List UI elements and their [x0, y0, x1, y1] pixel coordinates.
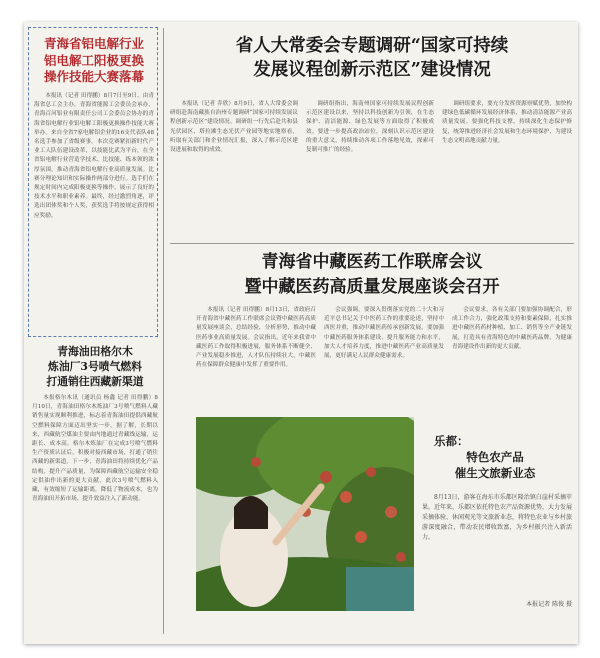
npc-headline	[170, 34, 574, 82]
aluminium-body: 本报讯（记者 田得鹏）8月7日至9日，由青海省总工会主办，青海省能源工会委员会承办，青海百河铝业有限责任公司工会委员会协办的青海省铝电解行业铝电解工阳极更换操作技能大赛举办。来自全省7家电解铝企业的16支代表队48名选手参加了省级赛事。本次竞赛紧扣新时代产业工人队伍建设改革，以技能比武为平台，在全省铝电解行业营造学技术、比技能、练本领的浓厚氛围，推动青海省铝电解行业高质量发展。比赛分理论知识和实际操作两部分进行。选手们在规定时间内完成阳极更换等操作，展示了良好的技术水平和职业素养。最终，经过激烈角逐，评选出团体奖和个人奖，获奖选手将按规定获得相应奖励。	[34, 93, 154, 219]
npc-body-col2: 调研组指出，海南州国家可持续发展议程创新示范区建设以来，坚持以科技创新为引领，在生态保护、清洁能源、绿色发展等方面取得了积极成效。要进一步提高政治站位，深刻认识示范区建设的重大意义，持续推动各项工作落地见效，探索可复制可推广的经验。	[306, 101, 434, 154]
oilfield-headline	[32, 344, 158, 389]
aluminium-headline-line2: 铝电解工阳极更换	[43, 52, 144, 68]
tcm-body-col2: 会议强调，要深入贯彻落实党的二十大和习近平总书记关于中医药工作的重要论述，坚持中西医并重，推动中藏医药传承创新发展。要加强中藏医药服务体系建设，提升服务能力和水平，加大人才培养力度，推进中藏医药产业高质量发展，更好满足人民群众健康需求。	[324, 307, 444, 360]
feature-box	[416, 417, 574, 617]
aluminium-headline-line1: 青海省铝电解行业	[43, 36, 144, 51]
section-divider	[170, 243, 574, 244]
feature-headline-line3: 催生文旅新业态	[454, 466, 536, 480]
photo-illustration	[196, 417, 414, 611]
feature-headline-line2: 特色农产品	[466, 450, 524, 464]
oilfield-headline-line1: 青海油田格尔木	[57, 345, 133, 358]
npc-headline-line2: 发展议程创新示范区”建设情况	[253, 60, 491, 80]
tcm-body-col3: 会议要求，各有关部门要加强协调配合，形成工作合力，强化政策支持和要素保障，扎实推进中藏医药药材种植、加工、销售等全产业链发展，打造具有青海特色的中藏医药品牌，为健康青海建设作出新的更大贡献。	[452, 307, 572, 350]
feature-headline-line1: 乐都：	[434, 434, 469, 448]
aluminium-headline-line3: 操作技能大赛落幕	[43, 69, 144, 84]
npc-headline-line1: 省人大常委会专题调研“国家可持续	[235, 36, 509, 56]
npc-body-col3: 调研组要求，要充分发挥资源禀赋优势，加快构建绿色低碳循环发展经济体系，推动清洁能源产业高质量发展。要强化科技支撑，持续深化生态保护修复，统筹推进经济社会发展和生态环境保护，为建设生态文明高地贡献力量。	[442, 101, 572, 144]
photo-credit: 本报记者 陈俊 摄	[526, 601, 572, 608]
aluminium-headline	[34, 36, 154, 86]
oilfield-headline-line2: 炼油厂3号喷气燃料	[48, 360, 142, 373]
feature-headline	[416, 433, 574, 481]
newspaper-page	[24, 22, 578, 644]
tcm-headline	[170, 250, 574, 300]
npc-body-col1: 本报讯（记者 乔欣）8月9日，省人大常委会调研组赴海南藏族自治州专题调研“国家可持续发展议程创新示范区”建设情况。调研组一行先后赴共和县光伏园区、塔拉滩生态光伏产业园等地实地察看，听取有关部门和企业情况汇报，深入了解示范区建设进展和取得的成效。	[170, 101, 298, 154]
tcm-headline-line1: 青海省中藏医药工作联席会议	[261, 252, 483, 272]
tcm-body-col1: 本报讯（记者 田得鹏）8月13日，省政府召开青海省中藏医药工作联席会议暨中藏医药高质量发展座谈会，总结经验，分析形势，推动中藏医药事业高质量发展。会议指出，近年来我省中藏医药工作取得积极进展，服务体系不断健全，产业发展稳步推进，人才队伍持续壮大，中藏医药在保障群众健康中发挥了重要作用。	[196, 307, 316, 369]
apple-picking-photo	[196, 417, 414, 611]
oilfield-headline-line3: 打通销往西藏新渠道	[46, 375, 144, 388]
column-divider	[163, 28, 164, 634]
oilfield-body: 本报格尔木讯（通讯员 杨鑫 记者 田得鹏）8月10日，青海油田格尔木炼油厂3号喷气燃料人藏销售量实现顺利推进，标志着青海油田提供西藏航空燃料保障方面迈出坚实一步。据了解，长期以来，西藏航空煤油主要由内地通过青藏线运输，运距长、成本高。格尔木炼油厂在完成3号喷气燃料生产资质认证后，积极对接西藏市场，打通了销往西藏的新渠道。下一步，青海油田将持续优化产品结构，提升产品质量，为保障西藏航空运输安全稳定供油作出新的更大贡献。此次3号喷气燃料入藏，有效缩短了运输距离，降低了物流成本，也为青海油田开拓市场、提升效益注入了新动能。	[32, 395, 158, 503]
tcm-headline-line2: 暨中藏医药高质量发展座谈会召开	[244, 277, 500, 297]
feature-body: 8月13日，游客在海东市乐都区隆治镇白崖村采摘苹果。近年来，乐都区依托特色农产品资源优势，大力发展采摘体验、休闲观光等文旅新业态，将特色农业与乡村旅游深度融合，带动农民增收致富，为乡村振兴注入新活力。	[422, 494, 572, 541]
